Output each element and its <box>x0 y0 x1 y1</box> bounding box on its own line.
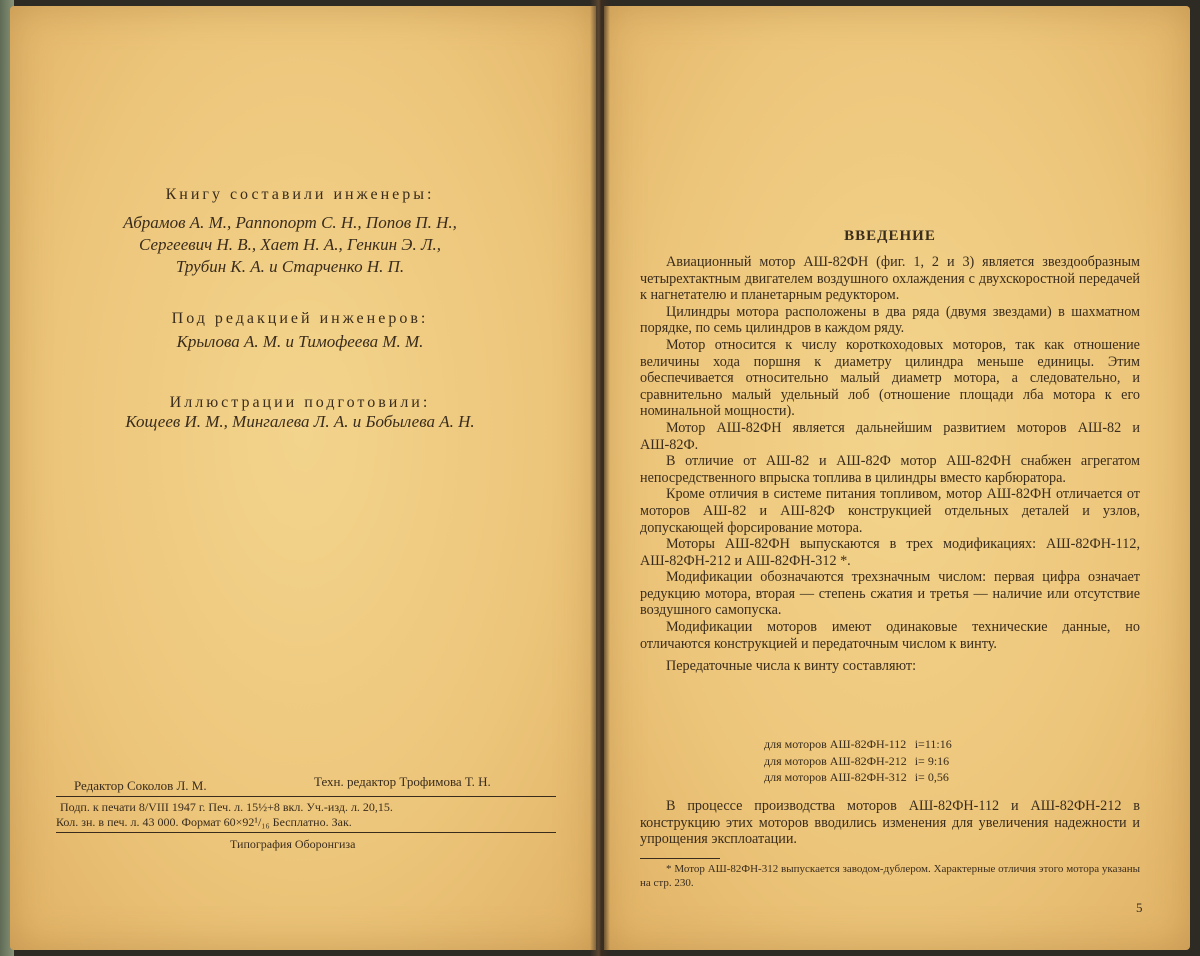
table-row <box>760 753 956 770</box>
credits-names-line: Сергеевич Н. В., Хает Н. А., Генкин Э. Л., <box>139 235 441 254</box>
gear-ratio-table <box>760 736 956 786</box>
table-row <box>760 736 956 753</box>
paragraph: Мотор относится к числу короткоходовых моторов, так как отношение величины хода поршня к диаметру цилиндра меньше единицы. Этим обеспечивается относительно малый диаметр мотора, а следовательно, и сравнительно малый удельный лоб (отношение площади лба мотора к его номинальной мощности). <box>640 336 1140 420</box>
credits-names-line: Трубин К. А. и Старченко Н. П. <box>175 257 405 276</box>
illustrations-names: Кощеев И. М., Мингалева Л. А. и Бобылева А. Н. <box>125 412 475 431</box>
editors-names: Крылова А. М. и Тимофеева М. М. <box>176 332 424 351</box>
paragraph: Мотор АШ-82ФН является дальнейшим развитием моторов АШ-82 и АШ-82Ф. <box>640 419 1140 453</box>
introduction-body <box>640 254 1140 675</box>
paragraph: Модификации обозначаются трехзначным числом: первая цифра означает редукцию мотора, вторая — степень сжатия и третья — наличие или отсутствие воздушного самопуска. <box>640 569 1140 619</box>
imprint-format-details: Кол. зн. в печ. л. 43 000. Формат 60×92¹/₁₆ Бесплатно. Зак. <box>56 815 352 829</box>
table-row <box>760 769 956 786</box>
imprint-editor: Редактор Соколов Л. М. <box>74 778 207 793</box>
paragraph: Авиационный мотор АШ-82ФН (фиг. 1, 2 и 3) является звездообразным четырехтактным двигателем воздушного охлаждения с двухскоростной передачей к нагнетателю и планетарным редуктором. <box>640 254 1140 304</box>
illustrations-heading: Иллюстрации подготовили: <box>169 394 431 411</box>
paragraph: Кроме отличия в системе питания топливом, мотор АШ-82ФН отличается от моторов АШ-82 и АШ-82Ф конструкцией отдельных деталей и узлов, допускающей форсирование мотора. <box>640 486 1140 536</box>
book-gutter <box>590 0 610 956</box>
ratio-value: i=11:16 <box>914 737 952 751</box>
imprint-typography: Типография Оборонгиза <box>230 837 356 851</box>
imprint-print-details: Подп. к печати 8/VIII 1947 г. Печ. л. 15½+8 вкл. Уч.-изд. л. 20,15. <box>60 800 393 814</box>
ratio-label: для моторов АШ-82ФН-112 <box>764 737 907 751</box>
ratio-label: для моторов АШ-82ФН-312 <box>764 770 907 784</box>
ratio-label: для моторов АШ-82ФН-212 <box>764 753 907 768</box>
paragraph: Передаточные числа к винту составляют: <box>666 658 917 675</box>
paragraph: В отличие от АШ-82 и АШ-82Ф мотор АШ-82ФН снабжен агрегатом непосредственного впрыска топлива в цилиндры вместо карбюратора. <box>640 453 1140 486</box>
ratio-value: i= 0,56 <box>914 770 949 784</box>
editors-heading: Под редакцией инженеров: <box>171 310 429 327</box>
imprint-tech-editor: Техн. редактор Трофимова Т. Н. <box>314 774 491 789</box>
credits-names-line: Абрамов А. М., Раппопорт С. Н., Попов П. Н., <box>123 213 457 232</box>
imprint-rule <box>56 832 556 833</box>
introduction-title: ВВЕДЕНИЕ <box>844 228 936 244</box>
ratio-value: i= 9:16 <box>914 753 950 768</box>
paragraph: Цилиндры мотора расположены в два ряда (двумя звездами) в шахматном порядке, по семь цилиндров в каждом ряду. <box>640 303 1140 337</box>
paragraph: Моторы АШ-82ФН выпускаются в трех модификациях: АШ-82ФН-112, АШ-82ФН-212 и АШ-82ФН-312 *. <box>640 536 1140 569</box>
footnote <box>640 862 1140 890</box>
credits-heading: Книгу составили инженеры: <box>165 186 435 203</box>
closing-text <box>640 798 1140 848</box>
paragraph: В процессе производства моторов АШ-82ФН-112 и АШ-82ФН-212 в конструкцию этих моторов вводились изменения для увеличения надежности и упрощения эксплоатации. <box>640 798 1140 848</box>
footnote-text: * Мотор АШ-82ФН-312 выпускается заводом-дублером. Характерные отличия этого мотора указаны на стр. 230. <box>640 863 1140 889</box>
imprint-rule <box>56 796 556 797</box>
page-number: 5 <box>1136 900 1143 915</box>
footnote-rule <box>640 858 720 859</box>
paragraph: Модификации моторов имеют одинаковые технические данные, но отличаются конструкцией и передаточным числом к винту. <box>640 619 1140 652</box>
